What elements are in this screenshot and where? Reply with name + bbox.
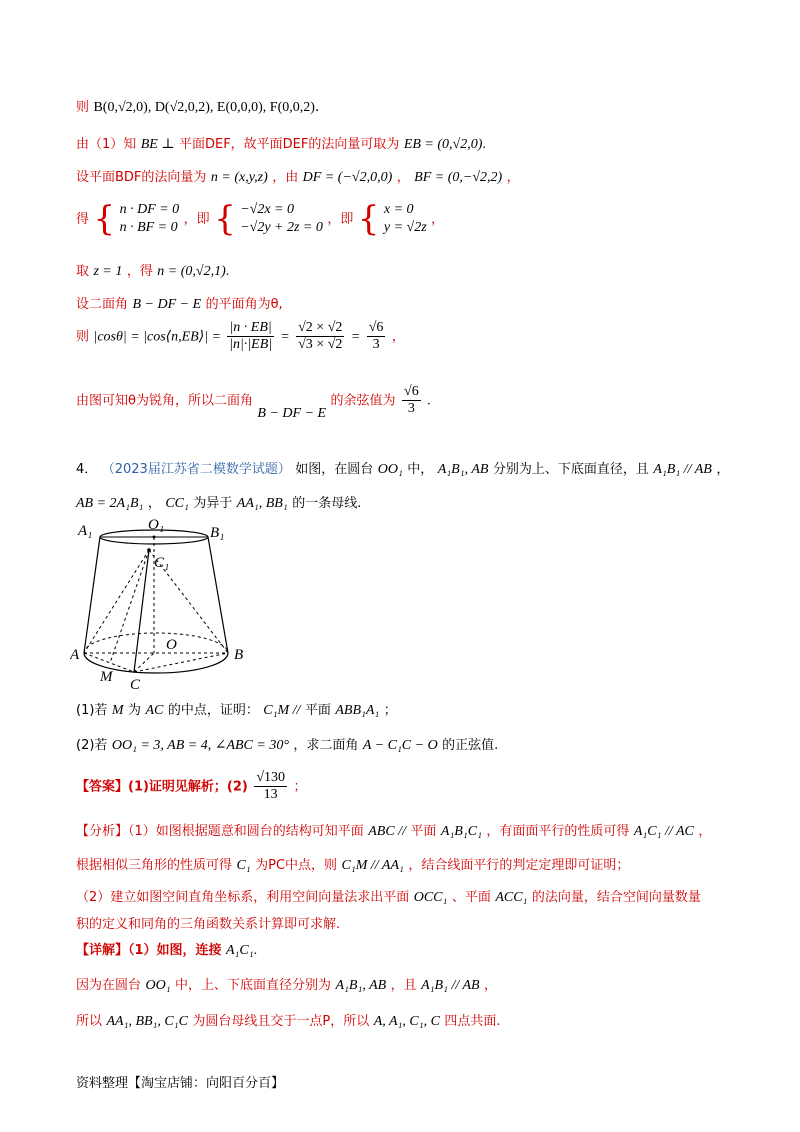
normal-vector-bdf-line: 设平面BDF的法向量为 n = (x,y,z) ，由 DF = (−√2,0,0) ， BF = (0,−√2,2) ，	[76, 170, 520, 185]
analysis-line-1: 【分析】（1）如图根据题意和圆台的结构可知平面 ABC // 平面 A₁B₁C₁ ，有面面平行的性质可得 A₁C₁ // AC ，	[76, 824, 712, 839]
label-A: A	[70, 647, 80, 663]
answer-fraction: $\frac{√130}{13}$	[256, 770, 285, 802]
label-C1: C₁	[154, 555, 170, 571]
label-O: O	[166, 637, 177, 653]
label-C: C	[130, 677, 141, 693]
label-O1: O₁	[148, 517, 165, 533]
choose-z-line: 取 z = 1 ，得 n = (0,√2,1).	[76, 264, 230, 279]
question-4-line-1: 4． （2023届江苏省二模数学试题） 如图，在圆台 OO₁ 中， A₁B₁, AB 分别为上、下底面直径，且 A₁B₁ // AB ，	[76, 462, 730, 477]
detail-line-2: 因为在圆台 OO₁ 中，上、下底面直径分别为 A₁B₁, AB ，且 A₁B₁ // AB ，	[76, 978, 498, 993]
analysis-line-4: 积的定义和同角的三角函数关系计算即可求解.	[76, 917, 341, 932]
cosine-computation-line: 则 |cosθ| = |cos⟨n,EB⟩| = $\frac{|n \cdot EB|}{|n|\cdot|EB|}$ = $\frac{√2 \times √2}{√3 \times √2}$ = $\frac{√6}{3}$ ，	[76, 320, 405, 352]
fraction-1: $\frac{|n \cdot EB|}{|n|\cdot|EB|}$	[229, 320, 273, 352]
part-2-line: (2)若 OO₁ = 3, AB = 4, ∠ABC = 30° ，求二面角 A − C₁C − O 的正弦值.	[76, 738, 499, 753]
question-source: （2023届江苏省二模数学试题）	[101, 462, 291, 477]
analysis-line-2: 根据相似三角形的性质可得 C₁ 为PC中点，则 C₁M // AA₁ ，结合线面平行的判定定理即可证明；	[76, 858, 630, 873]
label-M: M	[100, 669, 113, 685]
fraction-answer: $\frac{√6}{3}$	[404, 384, 419, 416]
frustum-figure	[70, 515, 270, 695]
equation-systems-line: 得 { n · DF = 0 n · BF = 0 ，即 { −√2x = 0 −√2y + 2z = 0 ，即 { x = 0 y = √2z ，	[76, 199, 445, 239]
system-1: n · DF = 0 n · BF = 0	[119, 202, 180, 235]
page-footer: 资料整理【淘宝店铺：向阳百分百】	[76, 1076, 285, 1091]
part-1-line: (1)若 M 为 AC 的中点，证明： C₁M // 平面 ABB₁A₁ ；	[76, 703, 397, 718]
label-B: B	[234, 647, 244, 663]
fraction-2: $\frac{√2 \times √2}{√3 \times √2}$	[298, 320, 343, 352]
question-4-line-2: AB = 2A₁B₁ ， CC₁ 为异于 AA₁, BB₁ 的一条母线.	[76, 496, 362, 511]
coordinates-math: B(0,√2,0), D(√2,0,2), E(0,0,0), F(0,0,2)	[93, 100, 315, 115]
answer-line: 【答案】(1)证明见解析；(2) $\frac{√130}{13}$ ；	[76, 770, 307, 802]
system-3: x = 0 y = √2z	[383, 202, 427, 235]
system-2: −√2x = 0 −√2y + 2z = 0	[240, 202, 323, 235]
normal-vector-def-line: 由（1）知 BE ⊥ 平面DEF，故平面DEF的法向量可取为 EB = (0,√2,0).	[76, 137, 486, 152]
label-A1: A₁	[78, 523, 93, 539]
detail-line-3: 所以 AA₁, BB₁, C₁C 为圆台母线且交于一点P，所以 A, A₁, C₁, C 四点共面.	[76, 1014, 501, 1029]
detail-line-1: 【详解】（1）如图，连接 A₁C₁.	[76, 943, 258, 958]
conclusion-line: 由图可知θ为锐角，所以二面角 B − DF − E 的余弦值为 $\frac{√6}{3}$ .	[76, 384, 431, 421]
fraction-3: $\frac{√6}{3}$	[368, 320, 384, 352]
analysis-line-3: （2）建立如图空间直角坐标系，利用空间向量法求出平面 OCC₁ 、平面 ACC₁ 的法向量，结合空间向量数量	[76, 890, 701, 905]
dihedral-angle-line: 设二面角 B − DF − E 的平面角为θ,	[76, 297, 283, 312]
coordinates-line: 则 B(0,√2,0), D(√2,0,2), E(0,0,0), F(0,0,2).	[76, 99, 320, 115]
label-B1: B₁	[210, 525, 225, 541]
